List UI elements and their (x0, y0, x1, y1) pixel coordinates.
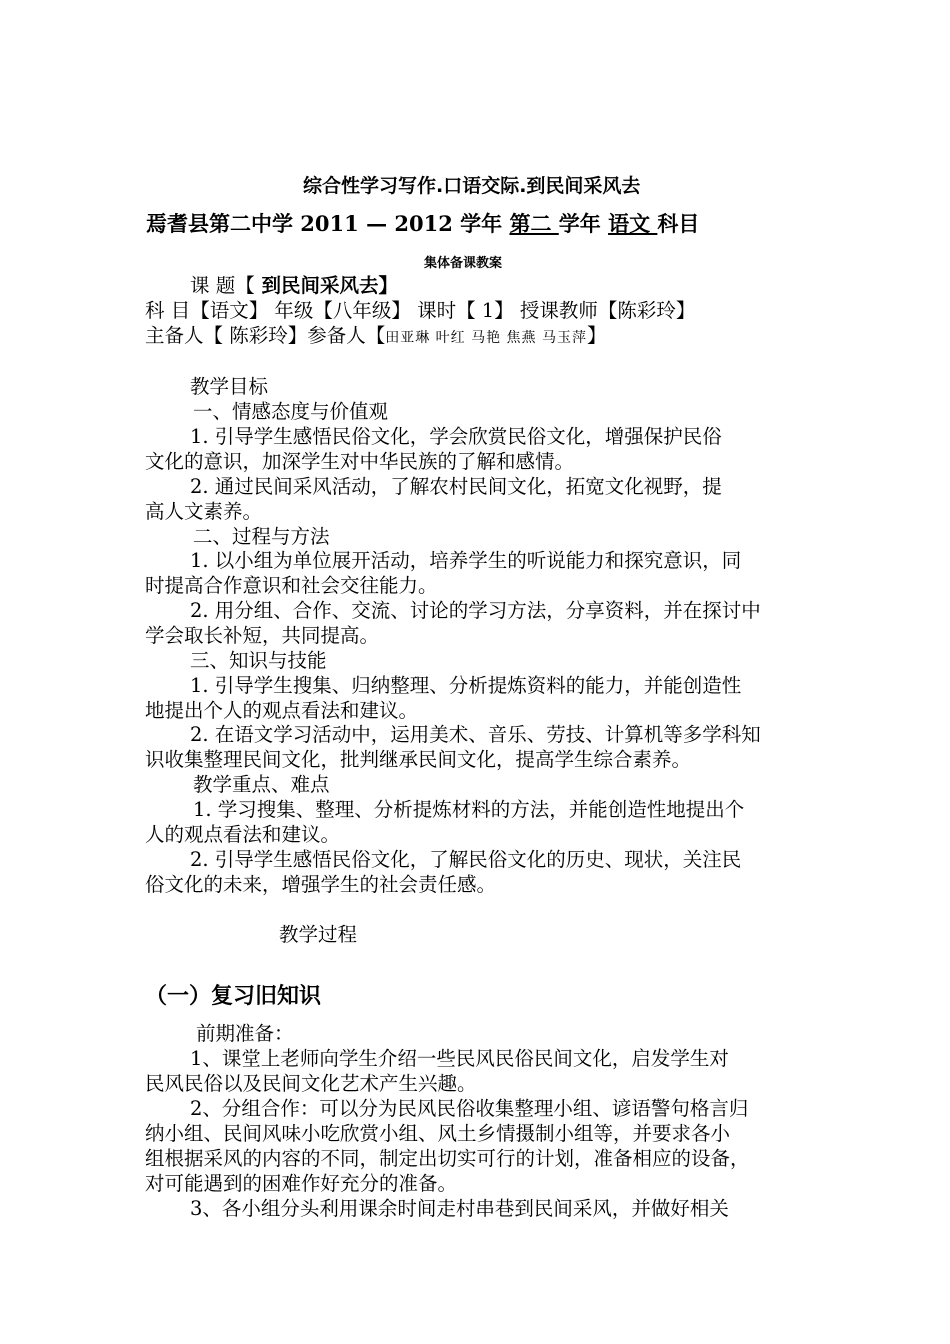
objective-item: 2. 通过民间采风活动，了解农村民间文化，拓宽文化视野，提 (190, 475, 722, 498)
objective-item: 2. 在语文学习活动中，运用美术、音乐、劳技、计算机等多学科知 (190, 723, 761, 746)
course-info-line: 科 目【语文】 年级【八年级】 课时【 1】 授课教师【陈彩玲】 (145, 299, 696, 322)
header-suffix: 科目 (657, 211, 700, 236)
header-mid: 学年 (558, 211, 609, 236)
lesson-value: 到民间采风去】 (254, 274, 398, 297)
prep-item: 1、课堂上老师向学生介绍一些民风民俗民间文化，启发学生对 (190, 1047, 729, 1070)
keypoint-item: 2. 引导学生感悟民俗文化，了解民俗文化的历史、现状，关注民 (190, 848, 742, 871)
objective-item-cont: 文化的意识，加深学生对中华民族的了解和感情。 (145, 450, 575, 473)
keypoint-item-cont: 俗文化的未来，增强学生的社会责任感。 (145, 873, 497, 896)
document-subtitle: 集体备课教案 (424, 256, 503, 271)
section-review-heading: （一）复习旧知识 (145, 984, 322, 1009)
document-title: 综合性学习写作.口语交际.到民间采风去 (303, 175, 641, 197)
school-header (146, 211, 699, 236)
prep-item-cont: 民风民俗以及民间文化艺术产生兴趣。 (145, 1072, 477, 1095)
prep-item: 3、各小组分头利用课余时间走村串巷到民间采风，并做好相关 (190, 1197, 729, 1220)
objectives-heading: 教学目标 (190, 375, 269, 398)
objective-item-cont: 识收集整理民间文化，批判继承民间文化，提高学生综合素养。 (145, 748, 692, 771)
preparation-team (145, 323, 607, 351)
objective-section-1: 一、情感态度与价值观 (193, 400, 389, 423)
team-lead: 主备人【 陈彩玲】参备人【 (145, 324, 386, 347)
objective-item: 1. 以小组为单位展开活动，培养学生的听说能力和探究意识，同 (190, 549, 742, 572)
prep-item-cont: 对可能遇到的困难作好充分的准备。 (145, 1172, 458, 1195)
objective-item: 1. 引导学生感悟民俗文化，学会欣赏民俗文化，增强保护民俗 (190, 425, 722, 448)
lesson-topic (190, 273, 398, 298)
prep-item-cont: 组根据采风的内容的不同，制定出切实可行的计划，准备相应的设备， (145, 1147, 750, 1170)
prep-label: 前期准备： (196, 1022, 294, 1045)
team-names: 田亚琳 叶红 马艳 焦燕 马玉萍 (385, 330, 588, 346)
objective-item: 1. 引导学生搜集、归纳整理、分析提炼资料的能力，并能创造性 (190, 674, 742, 697)
header-term: 第二 (509, 211, 559, 236)
team-close: 】 (587, 324, 607, 347)
objective-item: 2. 用分组、合作、交流、讨论的学习方法，分享资料，并在探讨中 (190, 599, 761, 622)
header-prefix: 焉耆县第二中学 2011 — 2012 学年 (146, 211, 510, 236)
process-heading: 教学过程 (279, 923, 358, 946)
objective-item-cont: 时提高合作意识和社会交往能力。 (145, 574, 438, 597)
objective-section-2: 二、过程与方法 (193, 525, 330, 548)
prep-item-cont: 纳小组、民间风味小吃欣赏小组、风土乡情摄制小组等，并要求各小 (145, 1122, 731, 1145)
objective-section-3: 三、知识与技能 (190, 649, 327, 672)
prep-item: 2、分组合作：可以分为民风民俗收集整理小组、谚语警句格言归 (190, 1097, 749, 1120)
objective-item-cont: 地提出个人的观点看法和建议。 (145, 699, 419, 722)
lesson-label: 课 题【 (190, 274, 255, 297)
header-subject: 语文 (608, 211, 658, 236)
objective-item-cont: 学会取长补短，共同提高。 (145, 624, 380, 647)
keypoint-item-cont: 人的观点看法和建议。 (145, 823, 341, 846)
keypoint-item: 1. 学习搜集、整理、分析提炼材料的方法，并能创造性地提出个 (193, 798, 745, 821)
keypoints-heading: 教学重点、难点 (193, 773, 330, 796)
objective-item-cont: 高人文素养。 (145, 500, 263, 523)
